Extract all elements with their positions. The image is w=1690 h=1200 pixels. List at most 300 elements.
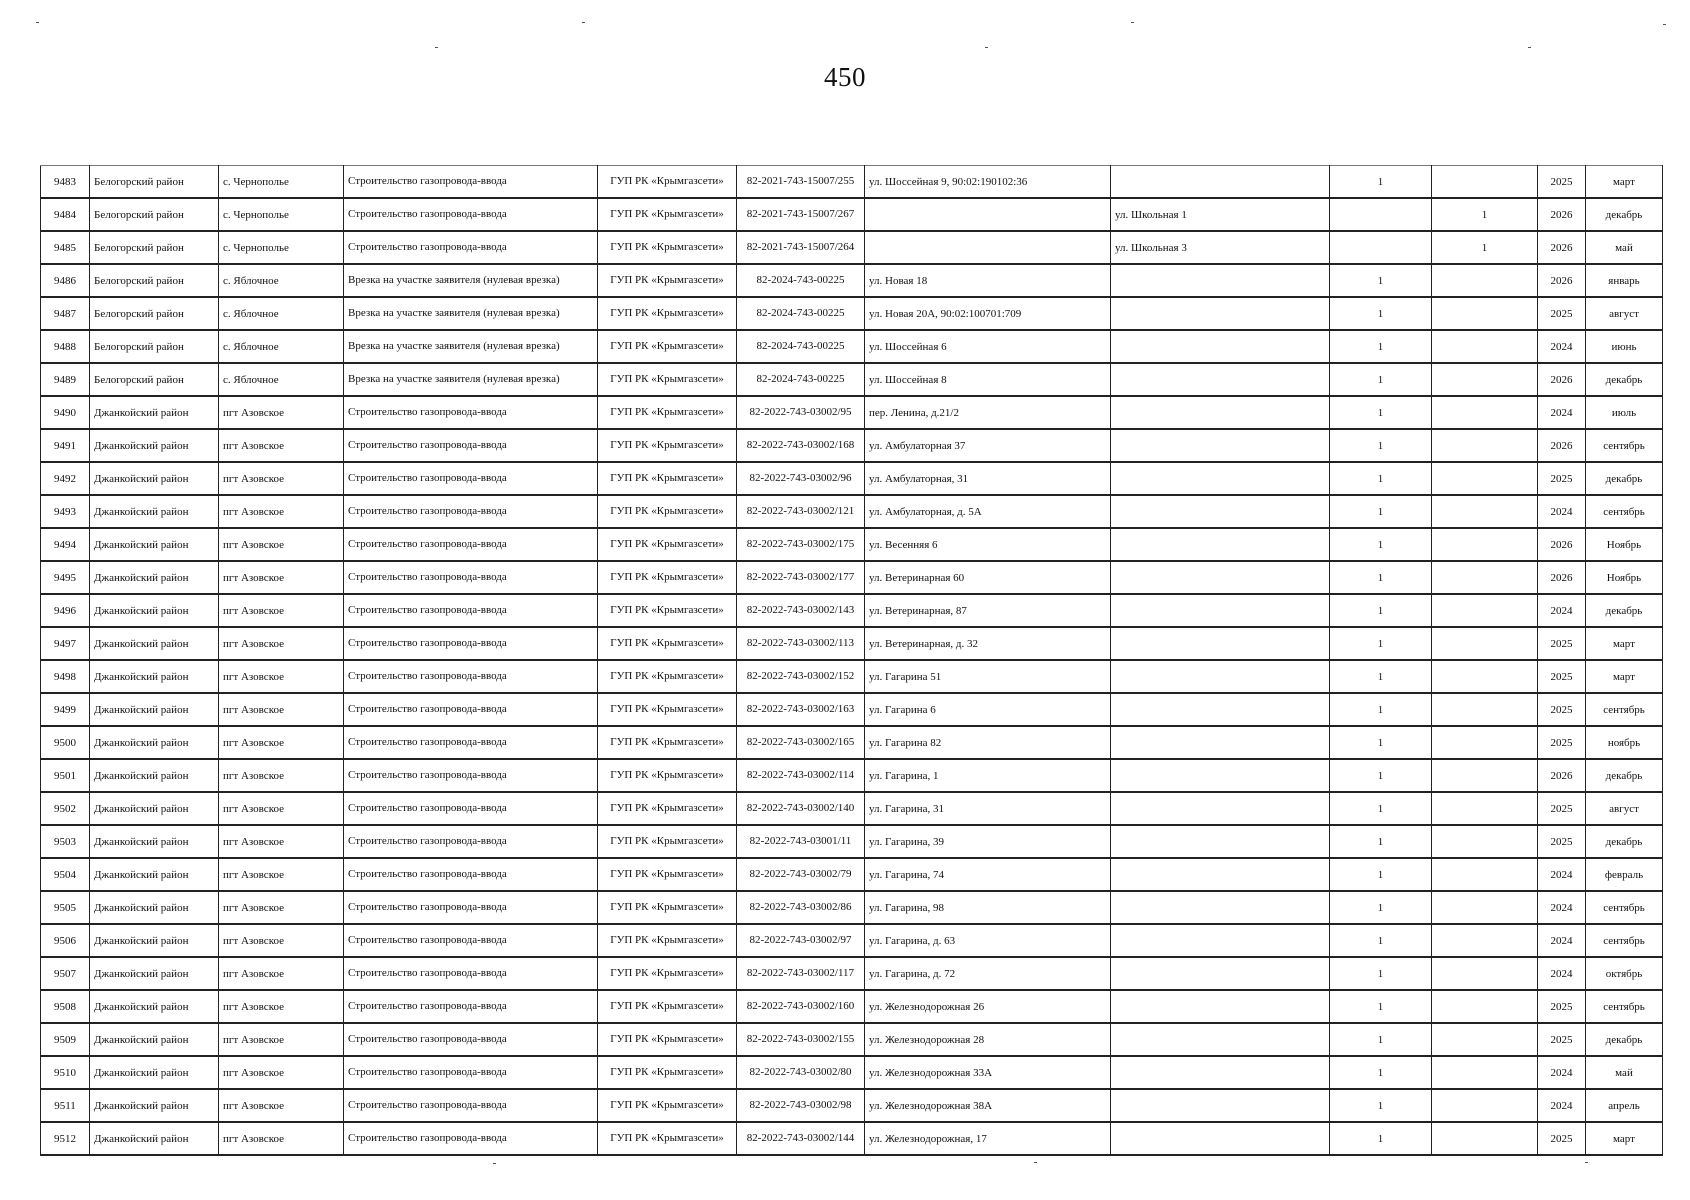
district-cell: Джанкойский район	[90, 429, 219, 462]
month-cell: январь	[1586, 264, 1663, 297]
locality-cell: пгт Азовское	[219, 528, 344, 561]
year-cell: 2025	[1538, 660, 1586, 693]
quantity-cell: 1	[1330, 528, 1432, 561]
work-type-cell: Строительство газопровода-ввода	[344, 891, 598, 924]
code-cell: 82-2021-743-15007/264	[737, 231, 865, 264]
locality-cell: пгт Азовское	[219, 858, 344, 891]
address-cell: ул. Железнодорожная 26	[865, 990, 1111, 1023]
row-number-cell: 9497	[41, 627, 90, 660]
row-number-cell: 9510	[41, 1056, 90, 1089]
quantity-alt-cell	[1432, 264, 1538, 297]
quantity-cell: 1	[1330, 330, 1432, 363]
quantity-cell: 1	[1330, 825, 1432, 858]
scan-speck	[36, 22, 39, 23]
code-cell: 82-2022-743-03002/168	[737, 429, 865, 462]
code-cell: 82-2022-743-03002/155	[737, 1023, 865, 1056]
quantity-cell: 1	[1330, 429, 1432, 462]
code-cell: 82-2022-743-03002/80	[737, 1056, 865, 1089]
organization-cell: ГУП РК «Крымгазсети»	[598, 330, 737, 363]
row-number-cell: 9489	[41, 363, 90, 396]
table-row	[41, 924, 1663, 957]
row-number-cell: 9498	[41, 660, 90, 693]
address-cell: ул. Железнодорожная 28	[865, 1023, 1111, 1056]
row-number-cell: 9500	[41, 726, 90, 759]
work-type-cell: Строительство газопровода-ввода	[344, 396, 598, 429]
quantity-cell	[1330, 231, 1432, 264]
address-cell: ул. Амбулаторная, д. 5А	[865, 495, 1111, 528]
year-cell: 2024	[1538, 594, 1586, 627]
row-number-cell: 9483	[41, 166, 90, 199]
locality-cell: с. Яблочное	[219, 297, 344, 330]
district-cell: Джанкойский район	[90, 462, 219, 495]
code-cell: 82-2022-743-03002/97	[737, 924, 865, 957]
table-row	[41, 231, 1663, 264]
quantity-cell: 1	[1330, 1023, 1432, 1056]
quantity-cell: 1	[1330, 166, 1432, 199]
quantity-cell: 1	[1330, 660, 1432, 693]
address-alt-cell	[1111, 1056, 1330, 1089]
locality-cell: пгт Азовское	[219, 1122, 344, 1155]
address-cell: ул. Гагарина 51	[865, 660, 1111, 693]
district-cell: Джанкойский район	[90, 759, 219, 792]
year-cell: 2026	[1538, 561, 1586, 594]
quantity-cell: 1	[1330, 759, 1432, 792]
table-row	[41, 198, 1663, 231]
quantity-alt-cell	[1432, 166, 1538, 199]
work-type-cell: Строительство газопровода-ввода	[344, 660, 598, 693]
month-cell: август	[1586, 297, 1663, 330]
locality-cell: пгт Азовское	[219, 792, 344, 825]
month-cell: июнь	[1586, 330, 1663, 363]
organization-cell: ГУП РК «Крымгазсети»	[598, 594, 737, 627]
year-cell: 2025	[1538, 1023, 1586, 1056]
quantity-cell: 1	[1330, 957, 1432, 990]
quantity-cell: 1	[1330, 1122, 1432, 1155]
address-cell: ул. Амбулаторная 37	[865, 429, 1111, 462]
quantity-alt-cell	[1432, 363, 1538, 396]
scan-speck	[1663, 24, 1666, 25]
address-alt-cell	[1111, 264, 1330, 297]
scan-speck	[1034, 1162, 1037, 1163]
year-cell: 2024	[1538, 957, 1586, 990]
table-row	[41, 561, 1663, 594]
month-cell: август	[1586, 792, 1663, 825]
locality-cell: пгт Азовское	[219, 462, 344, 495]
year-cell: 2025	[1538, 792, 1586, 825]
district-cell: Джанкойский район	[90, 957, 219, 990]
address-alt-cell	[1111, 726, 1330, 759]
code-cell: 82-2022-743-03002/114	[737, 759, 865, 792]
work-type-cell: Строительство газопровода-ввода	[344, 198, 598, 231]
address-alt-cell	[1111, 1089, 1330, 1122]
year-cell: 2025	[1538, 627, 1586, 660]
row-number-cell: 9502	[41, 792, 90, 825]
quantity-alt-cell	[1432, 528, 1538, 561]
year-cell: 2025	[1538, 693, 1586, 726]
address-alt-cell	[1111, 924, 1330, 957]
row-number-cell: 9511	[41, 1089, 90, 1122]
work-type-cell: Строительство газопровода-ввода	[344, 924, 598, 957]
year-cell: 2025	[1538, 166, 1586, 199]
year-cell: 2024	[1538, 924, 1586, 957]
address-cell: ул. Шоссейная 8	[865, 363, 1111, 396]
quantity-alt-cell	[1432, 660, 1538, 693]
address-cell: ул. Железнодорожная 38А	[865, 1089, 1111, 1122]
address-alt-cell	[1111, 594, 1330, 627]
address-cell: ул. Гагарина, 98	[865, 891, 1111, 924]
work-type-cell: Строительство газопровода-ввода	[344, 1089, 598, 1122]
address-alt-cell	[1111, 495, 1330, 528]
year-cell: 2024	[1538, 396, 1586, 429]
month-cell: май	[1586, 1056, 1663, 1089]
quantity-cell: 1	[1330, 990, 1432, 1023]
work-type-cell: Строительство газопровода-ввода	[344, 759, 598, 792]
address-cell: ул. Новая 20А, 90:02:100701:709	[865, 297, 1111, 330]
work-type-cell: Строительство газопровода-ввода	[344, 627, 598, 660]
organization-cell: ГУП РК «Крымгазсети»	[598, 462, 737, 495]
organization-cell: ГУП РК «Крымгазсети»	[598, 396, 737, 429]
row-number-cell: 9488	[41, 330, 90, 363]
organization-cell: ГУП РК «Крымгазсети»	[598, 495, 737, 528]
locality-cell: с. Чернополье	[219, 198, 344, 231]
address-cell: ул. Ветеринарная, д. 32	[865, 627, 1111, 660]
locality-cell: пгт Азовское	[219, 1023, 344, 1056]
code-cell: 82-2021-743-15007/267	[737, 198, 865, 231]
locality-cell: пгт Азовское	[219, 957, 344, 990]
locality-cell: пгт Азовское	[219, 627, 344, 660]
locality-cell: пгт Азовское	[219, 726, 344, 759]
year-cell: 2026	[1538, 264, 1586, 297]
work-type-cell: Строительство газопровода-ввода	[344, 528, 598, 561]
organization-cell: ГУП РК «Крымгазсети»	[598, 1122, 737, 1155]
address-alt-cell	[1111, 891, 1330, 924]
district-cell: Джанкойский район	[90, 1023, 219, 1056]
year-cell: 2025	[1538, 297, 1586, 330]
locality-cell: пгт Азовское	[219, 759, 344, 792]
locality-cell: пгт Азовское	[219, 594, 344, 627]
locality-cell: с. Чернополье	[219, 166, 344, 199]
locality-cell: пгт Азовское	[219, 396, 344, 429]
work-type-cell: Строительство газопровода-ввода	[344, 726, 598, 759]
year-cell: 2025	[1538, 825, 1586, 858]
district-cell: Джанкойский район	[90, 1089, 219, 1122]
month-cell: апрель	[1586, 1089, 1663, 1122]
work-type-cell: Строительство газопровода-ввода	[344, 858, 598, 891]
code-cell: 82-2022-743-03002/152	[737, 660, 865, 693]
row-number-cell: 9495	[41, 561, 90, 594]
quantity-alt-cell	[1432, 726, 1538, 759]
row-number-cell: 9503	[41, 825, 90, 858]
district-cell: Белогорский район	[90, 264, 219, 297]
month-cell: март	[1586, 627, 1663, 660]
organization-cell: ГУП РК «Крымгазсети»	[598, 858, 737, 891]
quantity-alt-cell	[1432, 594, 1538, 627]
organization-cell: ГУП РК «Крымгазсети»	[598, 561, 737, 594]
row-number-cell: 9490	[41, 396, 90, 429]
quantity-cell: 1	[1330, 396, 1432, 429]
locality-cell: пгт Азовское	[219, 1089, 344, 1122]
table-row	[41, 462, 1663, 495]
district-cell: Джанкойский район	[90, 792, 219, 825]
quantity-alt-cell	[1432, 990, 1538, 1023]
row-number-cell: 9508	[41, 990, 90, 1023]
address-alt-cell	[1111, 166, 1330, 199]
year-cell: 2025	[1538, 462, 1586, 495]
organization-cell: ГУП РК «Крымгазсети»	[598, 726, 737, 759]
code-cell: 82-2024-743-00225	[737, 330, 865, 363]
table-row	[41, 660, 1663, 693]
locality-cell: пгт Азовское	[219, 1056, 344, 1089]
table-row	[41, 627, 1663, 660]
month-cell: май	[1586, 231, 1663, 264]
quantity-alt-cell	[1432, 693, 1538, 726]
year-cell: 2026	[1538, 429, 1586, 462]
row-number-cell: 9509	[41, 1023, 90, 1056]
month-cell: сентябрь	[1586, 924, 1663, 957]
table-row	[41, 693, 1663, 726]
work-type-cell: Строительство газопровода-ввода	[344, 1023, 598, 1056]
row-number-cell: 9501	[41, 759, 90, 792]
district-cell: Джанкойский район	[90, 693, 219, 726]
table-row	[41, 528, 1663, 561]
address-cell: ул. Гагарина, д. 72	[865, 957, 1111, 990]
quantity-alt-cell	[1432, 561, 1538, 594]
address-cell: ул. Железнодорожная, 17	[865, 1122, 1111, 1155]
locality-cell: пгт Азовское	[219, 891, 344, 924]
year-cell: 2024	[1538, 1089, 1586, 1122]
district-cell: Джанкойский район	[90, 924, 219, 957]
quantity-alt-cell	[1432, 1056, 1538, 1089]
address-alt-cell	[1111, 363, 1330, 396]
organization-cell: ГУП РК «Крымгазсети»	[598, 297, 737, 330]
address-cell: ул. Гагарина, д. 63	[865, 924, 1111, 957]
year-cell: 2024	[1538, 891, 1586, 924]
address-cell	[865, 231, 1111, 264]
quantity-alt-cell	[1432, 792, 1538, 825]
district-cell: Джанкойский район	[90, 594, 219, 627]
month-cell: декабрь	[1586, 1023, 1663, 1056]
code-cell: 82-2022-743-03002/165	[737, 726, 865, 759]
work-type-cell: Строительство газопровода-ввода	[344, 957, 598, 990]
address-alt-cell	[1111, 462, 1330, 495]
district-cell: Джанкойский район	[90, 396, 219, 429]
quantity-alt-cell	[1432, 495, 1538, 528]
scan-speck	[1528, 47, 1531, 48]
address-cell: ул. Ветеринарная 60	[865, 561, 1111, 594]
table-row	[41, 429, 1663, 462]
district-cell: Джанкойский район	[90, 528, 219, 561]
quantity-alt-cell	[1432, 1023, 1538, 1056]
month-cell: декабрь	[1586, 462, 1663, 495]
address-alt-cell	[1111, 858, 1330, 891]
address-alt-cell	[1111, 693, 1330, 726]
quantity-alt-cell	[1432, 924, 1538, 957]
month-cell: сентябрь	[1586, 495, 1663, 528]
district-cell: Джанкойский район	[90, 726, 219, 759]
quantity-cell: 1	[1330, 693, 1432, 726]
code-cell: 82-2022-743-03002/163	[737, 693, 865, 726]
locality-cell: с. Яблочное	[219, 330, 344, 363]
scan-speck	[1585, 1162, 1588, 1163]
address-alt-cell	[1111, 330, 1330, 363]
quantity-alt-cell	[1432, 462, 1538, 495]
row-number-cell: 9491	[41, 429, 90, 462]
quantity-cell: 1	[1330, 627, 1432, 660]
month-cell: Ноябрь	[1586, 528, 1663, 561]
code-cell: 82-2022-743-03002/113	[737, 627, 865, 660]
scan-speck	[985, 47, 988, 48]
row-number-cell: 9504	[41, 858, 90, 891]
address-cell: ул. Гагарина, 74	[865, 858, 1111, 891]
quantity-alt-cell	[1432, 825, 1538, 858]
table-row	[41, 1023, 1663, 1056]
quantity-alt-cell	[1432, 396, 1538, 429]
code-cell: 82-2021-743-15007/255	[737, 166, 865, 199]
month-cell: сентябрь	[1586, 990, 1663, 1023]
work-type-cell: Врезка на участке заявителя (нулевая врезка)	[344, 297, 598, 330]
address-cell: ул. Гагарина, 31	[865, 792, 1111, 825]
row-number-cell: 9499	[41, 693, 90, 726]
work-type-cell: Строительство газопровода-ввода	[344, 693, 598, 726]
table-row	[41, 330, 1663, 363]
table-row	[41, 792, 1663, 825]
table-row	[41, 957, 1663, 990]
organization-cell: ГУП РК «Крымгазсети»	[598, 924, 737, 957]
table-row	[41, 297, 1663, 330]
month-cell: сентябрь	[1586, 891, 1663, 924]
quantity-cell: 1	[1330, 726, 1432, 759]
district-cell: Белогорский район	[90, 297, 219, 330]
quantity-cell: 1	[1330, 264, 1432, 297]
organization-cell: ГУП РК «Крымгазсети»	[598, 693, 737, 726]
row-number-cell: 9496	[41, 594, 90, 627]
organization-cell: ГУП РК «Крымгазсети»	[598, 264, 737, 297]
quantity-alt-cell	[1432, 1089, 1538, 1122]
quantity-alt-cell	[1432, 1122, 1538, 1155]
organization-cell: ГУП РК «Крымгазсети»	[598, 1023, 737, 1056]
locality-cell: пгт Азовское	[219, 561, 344, 594]
code-cell: 82-2022-743-03002/96	[737, 462, 865, 495]
scan-speck	[1131, 22, 1134, 23]
quantity-alt-cell	[1432, 330, 1538, 363]
work-type-cell: Строительство газопровода-ввода	[344, 462, 598, 495]
address-cell: пер. Ленина, д.21/2	[865, 396, 1111, 429]
address-cell: ул. Шоссейная 9, 90:02:190102:36	[865, 166, 1111, 199]
row-number-cell: 9492	[41, 462, 90, 495]
table-row	[41, 990, 1663, 1023]
quantity-alt-cell	[1432, 627, 1538, 660]
row-number-cell: 9506	[41, 924, 90, 957]
address-alt-cell	[1111, 759, 1330, 792]
month-cell: декабрь	[1586, 594, 1663, 627]
table-row	[41, 264, 1663, 297]
work-type-cell: Строительство газопровода-ввода	[344, 792, 598, 825]
code-cell: 82-2022-743-03002/79	[737, 858, 865, 891]
scan-speck	[435, 47, 438, 48]
code-cell: 82-2022-743-03002/143	[737, 594, 865, 627]
address-alt-cell	[1111, 825, 1330, 858]
work-type-cell: Строительство газопровода-ввода	[344, 495, 598, 528]
code-cell: 82-2022-743-03002/98	[737, 1089, 865, 1122]
month-cell: ноябрь	[1586, 726, 1663, 759]
year-cell: 2026	[1538, 759, 1586, 792]
organization-cell: ГУП РК «Крымгазсети»	[598, 825, 737, 858]
work-type-cell: Строительство газопровода-ввода	[344, 231, 598, 264]
code-cell: 82-2022-743-03002/177	[737, 561, 865, 594]
quantity-cell: 1	[1330, 462, 1432, 495]
month-cell: декабрь	[1586, 759, 1663, 792]
organization-cell: ГУП РК «Крымгазсети»	[598, 792, 737, 825]
table-row	[41, 1089, 1663, 1122]
district-cell: Джанкойский район	[90, 561, 219, 594]
address-alt-cell	[1111, 1122, 1330, 1155]
work-type-cell: Строительство газопровода-ввода	[344, 166, 598, 199]
quantity-alt-cell	[1432, 858, 1538, 891]
row-number-cell: 9494	[41, 528, 90, 561]
year-cell: 2026	[1538, 363, 1586, 396]
address-cell: ул. Гагарина, 1	[865, 759, 1111, 792]
work-type-cell: Строительство газопровода-ввода	[344, 561, 598, 594]
address-alt-cell: ул. Школьная 3	[1111, 231, 1330, 264]
quantity-alt-cell: 1	[1432, 198, 1538, 231]
quantity-cell: 1	[1330, 924, 1432, 957]
month-cell: сентябрь	[1586, 429, 1663, 462]
scan-speck	[582, 22, 585, 23]
locality-cell: с. Чернополье	[219, 231, 344, 264]
row-number-cell: 9493	[41, 495, 90, 528]
address-alt-cell: ул. Школьная 1	[1111, 198, 1330, 231]
quantity-cell: 1	[1330, 1056, 1432, 1089]
year-cell: 2026	[1538, 528, 1586, 561]
locality-cell: пгт Азовское	[219, 990, 344, 1023]
quantity-cell: 1	[1330, 891, 1432, 924]
work-type-cell: Строительство газопровода-ввода	[344, 429, 598, 462]
row-number-cell: 9485	[41, 231, 90, 264]
district-cell: Джанкойский район	[90, 1056, 219, 1089]
code-cell: 82-2022-743-03001/11	[737, 825, 865, 858]
month-cell: декабрь	[1586, 825, 1663, 858]
month-cell: март	[1586, 660, 1663, 693]
organization-cell: ГУП РК «Крымгазсети»	[598, 528, 737, 561]
district-cell: Джанкойский район	[90, 825, 219, 858]
row-number-cell: 9486	[41, 264, 90, 297]
organization-cell: ГУП РК «Крымгазсети»	[598, 957, 737, 990]
locality-cell: с. Яблочное	[219, 363, 344, 396]
address-cell: ул. Гагарина, 39	[865, 825, 1111, 858]
row-number-cell: 9487	[41, 297, 90, 330]
quantity-cell: 1	[1330, 561, 1432, 594]
district-cell: Белогорский район	[90, 166, 219, 199]
district-cell: Белогорский район	[90, 231, 219, 264]
organization-cell: ГУП РК «Крымгазсети»	[598, 166, 737, 199]
organization-cell: ГУП РК «Крымгазсети»	[598, 1056, 737, 1089]
quantity-alt-cell	[1432, 891, 1538, 924]
district-cell: Джанкойский район	[90, 495, 219, 528]
year-cell: 2026	[1538, 231, 1586, 264]
code-cell: 82-2022-743-03002/140	[737, 792, 865, 825]
code-cell: 82-2022-743-03002/86	[737, 891, 865, 924]
address-cell: ул. Гагарина 6	[865, 693, 1111, 726]
year-cell: 2024	[1538, 1056, 1586, 1089]
table-row	[41, 396, 1663, 429]
work-type-cell: Строительство газопровода-ввода	[344, 990, 598, 1023]
gas-connection-table	[40, 165, 1663, 1156]
work-type-cell: Врезка на участке заявителя (нулевая врезка)	[344, 363, 598, 396]
table-row	[41, 1056, 1663, 1089]
locality-cell: с. Яблочное	[219, 264, 344, 297]
table-row	[41, 759, 1663, 792]
month-cell: октябрь	[1586, 957, 1663, 990]
